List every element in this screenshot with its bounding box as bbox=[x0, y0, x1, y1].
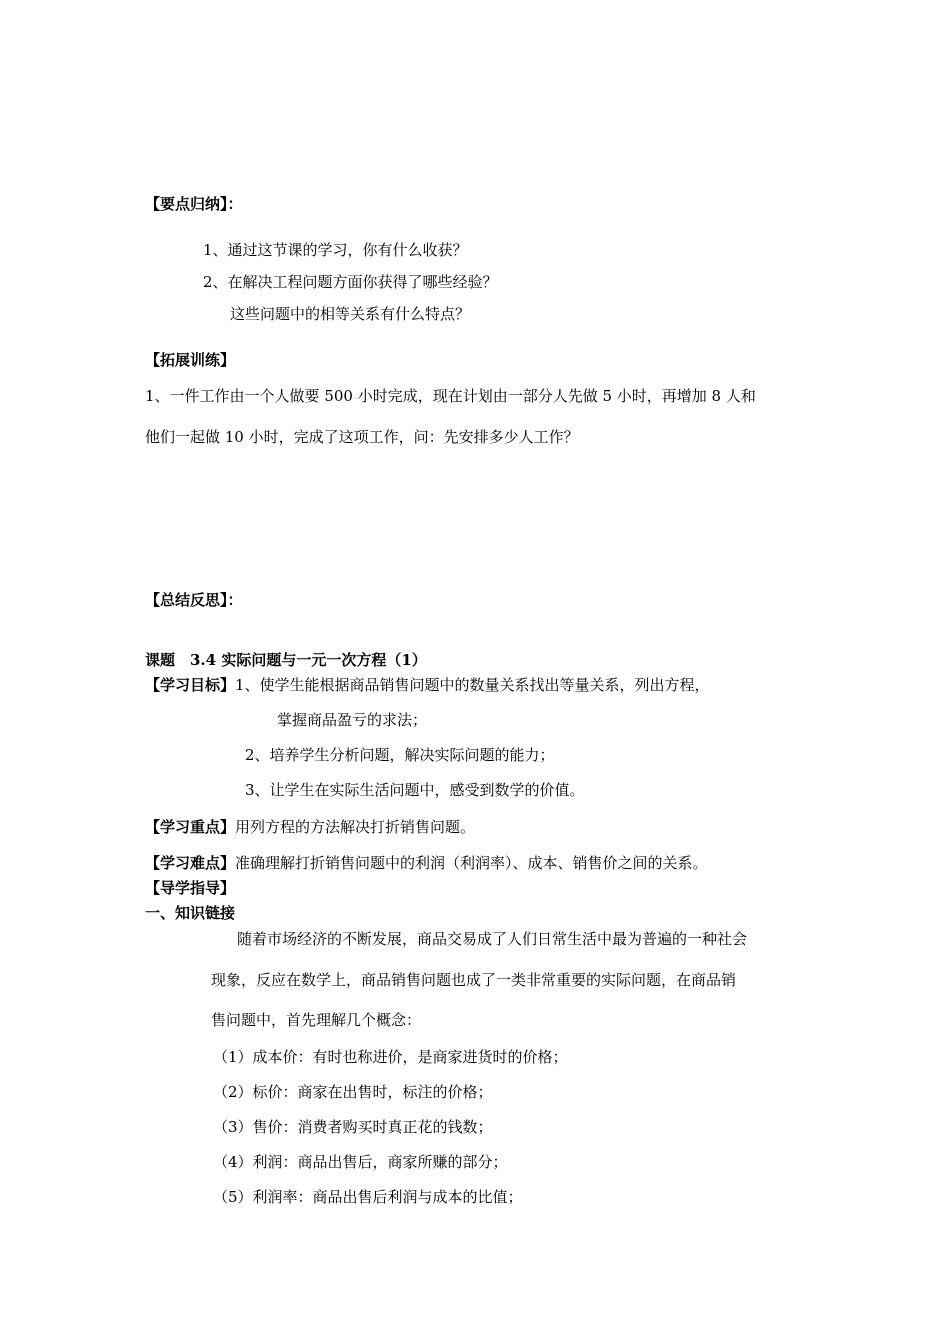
difficulty-text: 准确理解打折销售问题中的利润（利润率）、成本、销售价之间的关系。 bbox=[235, 854, 708, 872]
intro-paragraph-line: 随着市场经济的不断发展，商品交易成了人们日常生活中最为普遍的一种社会 bbox=[237, 930, 748, 948]
difficulty-label: 【学习难点】 bbox=[145, 854, 236, 872]
guide-heading: 【导学指导】 bbox=[145, 879, 236, 897]
key-point-row bbox=[145, 817, 475, 837]
goal-text: 3、让学生在实际生活问题中，感受到数学的价值。 bbox=[245, 781, 585, 799]
summary-item: 1、通过这节课的学习，你有什么收获？ bbox=[203, 241, 468, 259]
goal-text: 掌握商品盈亏的求法； bbox=[277, 711, 428, 729]
intro-paragraph-line: 现象，反应在数学上，商品销售问题也成了一类非常重要的实际问题，在商品销 bbox=[211, 971, 737, 989]
reflection-heading: 【总结反思】： bbox=[145, 591, 243, 609]
goal-text: 1、使学生能根据商品销售问题中的数量关系找出等量关系，列出方程， bbox=[235, 676, 710, 694]
goals-label: 【学习目标】 bbox=[145, 676, 236, 694]
extension-heading: 【拓展训练】 bbox=[145, 351, 236, 369]
concept-item: （5）利润率：商品出售后利润与成本的比值； bbox=[213, 1188, 523, 1206]
extension-problem-line: 1、一件工作由一个人做要 500 小时完成，现在计划由一部分人先做 5 小时，再增加 8 人和 bbox=[145, 387, 756, 405]
section-heading: 一、知识链接 bbox=[145, 904, 236, 922]
concept-item: （1）成本价：有时也称进价，是商家进货时的价格； bbox=[213, 1048, 568, 1066]
summary-item: 这些问题中的相等关系有什么特点？ bbox=[230, 305, 471, 323]
extension-problem-line: 他们一起做 10 小时，完成了这项工作，问：先安排多少人工作？ bbox=[145, 428, 579, 446]
key-point-text: 用列方程的方法解决打折销售问题。 bbox=[235, 818, 476, 836]
summary-item: 2、在解决工程问题方面你获得了哪些经验？ bbox=[203, 273, 498, 291]
concept-item: （4）利润：商品出售后，商家所赚的部分； bbox=[213, 1153, 508, 1171]
key-point-label: 【学习重点】 bbox=[145, 818, 236, 836]
goals-row bbox=[145, 675, 710, 695]
summary-heading: 【要点归纳】： bbox=[145, 195, 243, 213]
lesson-title: 课题 3.4 实际问题与一元一次方程（1） bbox=[145, 651, 427, 669]
intro-paragraph-line: 售问题中，首先理解几个概念： bbox=[211, 1011, 422, 1029]
concept-item: （3）售价：消费者购买时真正花的钱数； bbox=[213, 1118, 493, 1136]
concept-item: （2）标价：商家在出售时，标注的价格； bbox=[213, 1083, 493, 1101]
goal-text: 2、培养学生分析问题，解决实际问题的能力； bbox=[245, 746, 555, 764]
difficulty-row bbox=[145, 853, 708, 873]
